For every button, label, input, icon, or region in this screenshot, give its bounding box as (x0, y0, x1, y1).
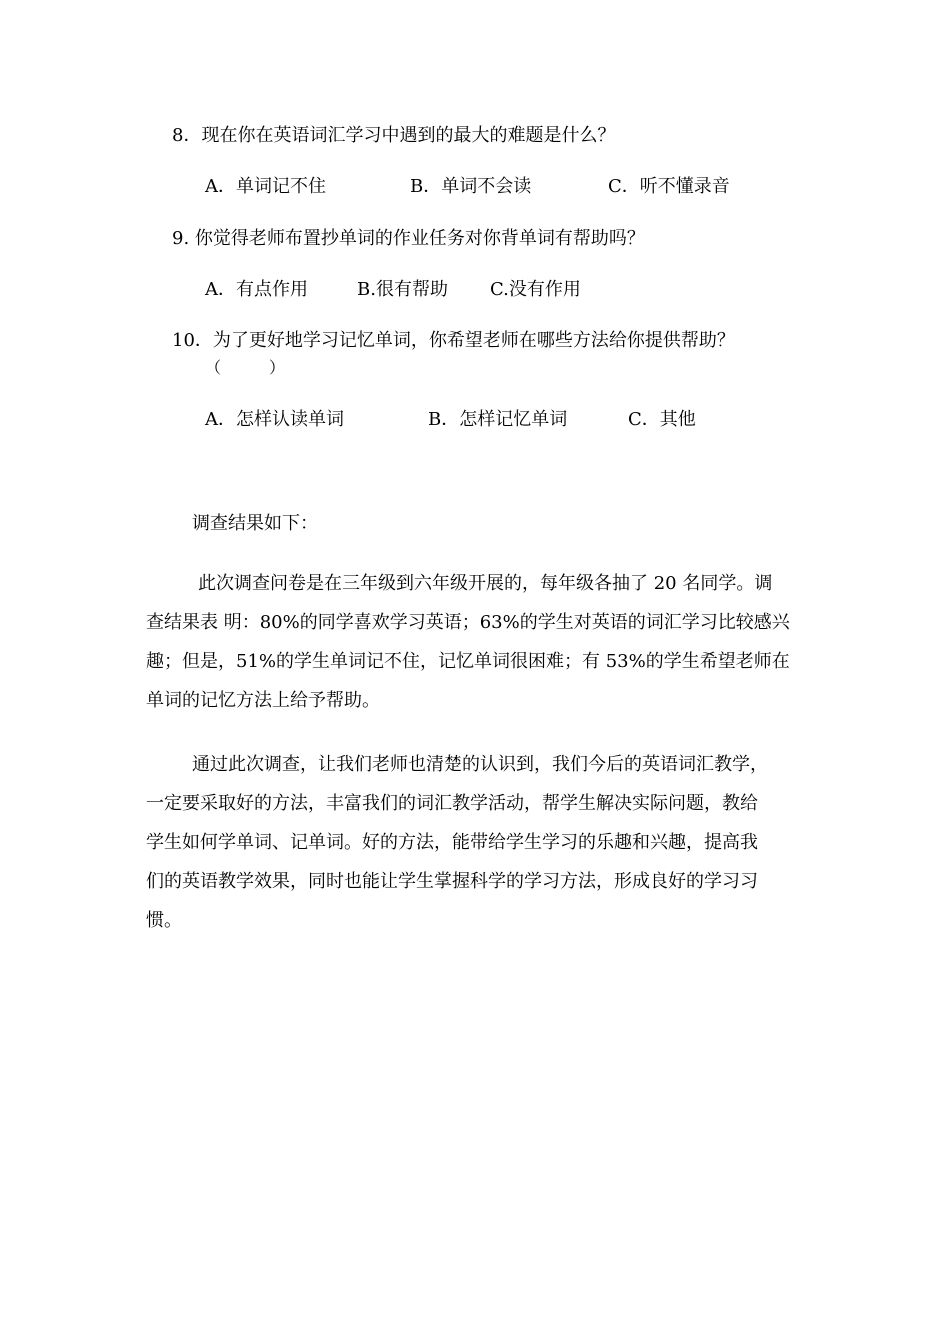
question-8-option-b: B．单词不会读 (410, 176, 532, 197)
question-10-option-c: C．其他 (628, 409, 696, 430)
question-9: 9. 你觉得老师布置抄单词的作业任务对你背单词有帮助吗？ (172, 228, 645, 249)
results-heading: 调查结果如下： (192, 513, 318, 534)
question-9-option-c: C.没有作用 (490, 279, 581, 300)
question-9-option-b: B.很有帮助 (357, 279, 448, 300)
results-paragraph (146, 564, 806, 720)
question-10-option-a: A．怎样认读单词 (205, 409, 344, 430)
question-8-option-a: A．单词记不住 (205, 176, 326, 197)
question-10: 10．为了更好地学习记忆单词，你希望老师在哪些方法给你提供帮助？ (172, 330, 735, 351)
question-10-option-b: B．怎样记忆单词 (428, 409, 568, 430)
question-9-option-a: A．有点作用 (205, 279, 308, 300)
question-8-option-c: C．听不懂录音 (608, 176, 730, 197)
results-paragraph-line: 此次调查问卷是在三年级到六年级开展的，每年级各抽了 20 名同学。调 (198, 573, 773, 594)
results-paragraph-line: 查结果表 明：80%的同学喜欢学习英语；63%的学生对英语的词汇学习比较感兴 (146, 612, 790, 633)
conclusion-paragraph-line: 通过此次调查，让我们老师也清楚的认识到，我们今后的英语词汇教学， (192, 754, 768, 775)
conclusion-paragraph-line: 惯。 (146, 910, 182, 931)
conclusion-paragraph (146, 745, 806, 940)
conclusion-paragraph-line: 一定要采取好的方法，丰富我们的词汇教学活动，帮学生解决实际问题，教给 (146, 793, 758, 814)
results-paragraph-line: 趣；但是，51%的学生单词记不住，记忆单词很困难；有 53%的学生希望老师在 (146, 651, 790, 672)
conclusion-paragraph-line: 学生如何学单词、记单词。好的方法，能带给学生学习的乐趣和兴趣，提高我 (146, 832, 758, 853)
conclusion-paragraph-line: 们的英语教学效果，同时也能让学生掌握科学的学习方法，形成良好的学习习 (146, 871, 758, 892)
answer-blank: （ ） (205, 358, 286, 377)
results-paragraph-line: 单词的记忆方法上给予帮助。 (146, 690, 380, 711)
question-8: 8．现在你在英语词汇学习中遇到的最大的难题是什么？ (172, 125, 616, 146)
